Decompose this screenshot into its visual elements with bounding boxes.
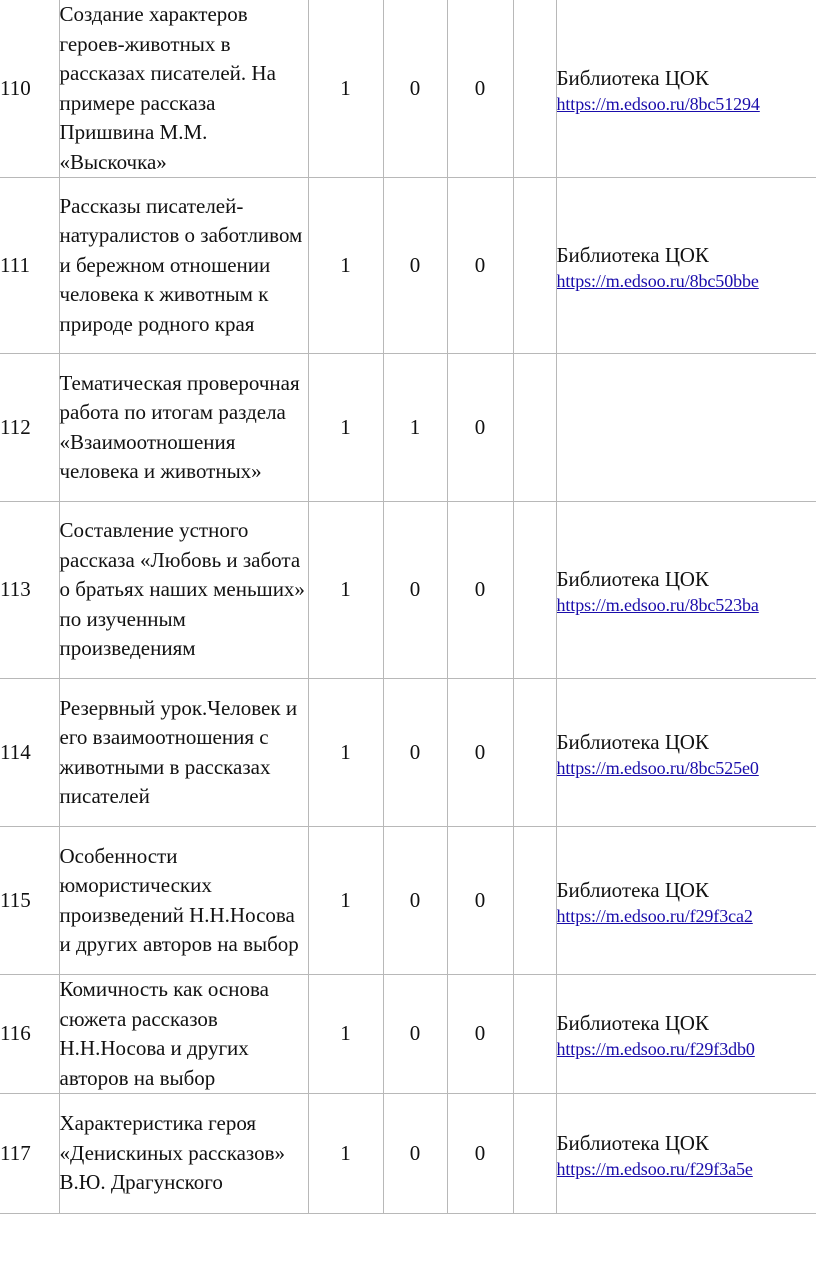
hours-control: 0: [383, 679, 447, 827]
hours-practice: 0: [447, 502, 513, 679]
resource-label: Библиотека ЦОК: [556, 877, 709, 902]
lesson-topic: Комичность как основа сюжета рассказов Н.Н.Носова и других авторов на выбор: [59, 975, 308, 1094]
table-row: [0, 354, 816, 502]
hours-control: 0: [383, 1094, 447, 1214]
lesson-number: 115: [0, 827, 59, 975]
table-row: [0, 502, 816, 679]
resource-link[interactable]: https://m.edsoo.ru/8bc51294: [556, 93, 760, 114]
resource-label: Библиотека ЦОК: [556, 1011, 709, 1035]
table-row: [0, 975, 816, 1094]
empty-cell: [513, 975, 556, 1094]
lesson-number: 116: [0, 975, 59, 1094]
empty-cell: [513, 502, 556, 679]
hours-total: 1: [308, 1094, 383, 1214]
hours-practice: 0: [447, 178, 513, 354]
lesson-topic: Рассказы писателей-натуралистов о заботливом и бережном отношении человека к животным к природе родного края: [59, 178, 308, 354]
resource-cell: [556, 178, 816, 354]
table-row: [0, 178, 816, 354]
resource-cell: [556, 679, 816, 827]
lesson-number: 114: [0, 679, 59, 827]
hours-total: 1: [308, 975, 383, 1094]
table-row: [0, 1094, 816, 1214]
empty-cell: [513, 178, 556, 354]
hours-total: 1: [308, 354, 383, 502]
lesson-number: 117: [0, 1094, 59, 1214]
resource-cell: [556, 354, 816, 502]
lesson-number: 112: [0, 354, 59, 502]
lesson-number: 110: [0, 0, 59, 178]
resource-link[interactable]: https://m.edsoo.ru/f29f3db0: [556, 1039, 755, 1059]
empty-cell: [513, 679, 556, 827]
hours-total: 1: [308, 827, 383, 975]
hours-total: 1: [308, 502, 383, 679]
resource-cell: [556, 827, 816, 975]
lesson-topic: Тематическая проверочная работа по итогам раздела «Взаимоотношения человека и животных»: [59, 354, 308, 502]
empty-cell: [513, 0, 556, 178]
hours-total: 1: [308, 178, 383, 354]
resource-link[interactable]: https://m.edsoo.ru/8bc523ba: [556, 595, 759, 615]
empty-cell: [513, 827, 556, 975]
hours-practice: 0: [447, 975, 513, 1094]
resource-cell: [556, 0, 816, 178]
resource-label: Библиотека ЦОК: [556, 1130, 709, 1155]
hours-practice: 0: [447, 0, 513, 178]
lesson-number: 113: [0, 502, 59, 679]
hours-control: 1: [383, 354, 447, 502]
lesson-topic: Особенности юмористических произведений Н.Н.Носова и других авторов на выбор: [59, 827, 308, 975]
hours-control: 0: [383, 178, 447, 354]
table-row: [0, 827, 816, 975]
hours-control: 0: [383, 0, 447, 178]
lesson-topic: Создание характеров героев-животных в рассказах писателей. На примере рассказа Пришвина М.М. «Выскочка»: [59, 0, 308, 178]
resource-link[interactable]: https://m.edsoo.ru/8bc50bbe: [556, 270, 759, 291]
lesson-number: 111: [0, 178, 59, 354]
resource-cell: [556, 502, 816, 679]
table-row: [0, 0, 816, 178]
lesson-topic: Составление устного рассказа «Любовь и забота о братьях наших меньших» по изученным произведениям: [59, 502, 308, 679]
hours-practice: 0: [447, 354, 513, 502]
hours-control: 0: [383, 502, 447, 679]
hours-total: 1: [308, 0, 383, 178]
hours-practice: 0: [447, 679, 513, 827]
empty-cell: [513, 354, 556, 502]
lesson-topic: Резервный урок.Человек и его взаимоотношения с животными в рассказах писателей: [59, 679, 308, 827]
hours-practice: 0: [447, 827, 513, 975]
hours-control: 0: [383, 827, 447, 975]
hours-practice: 0: [447, 1094, 513, 1214]
resource-label: Библиотека ЦОК: [556, 567, 709, 591]
lesson-topic: Характеристика героя «Денискиных рассказов» В.Ю. Драгунского: [59, 1094, 308, 1214]
empty-cell: [513, 1094, 556, 1214]
resource-label: Библиотека ЦОК: [556, 729, 709, 754]
hours-control: 0: [383, 975, 447, 1094]
resource-label: Библиотека ЦОК: [556, 65, 709, 90]
resource-cell: [556, 1094, 816, 1214]
resource-link[interactable]: https://m.edsoo.ru/8bc525e0: [556, 757, 759, 778]
resource-label: Библиотека ЦОК: [556, 242, 709, 267]
hours-total: 1: [308, 679, 383, 827]
resource-link[interactable]: https://m.edsoo.ru/f29f3a5e: [556, 1158, 753, 1179]
table-row: [0, 679, 816, 827]
resource-link[interactable]: https://m.edsoo.ru/f29f3ca2: [556, 905, 753, 926]
resource-cell: [556, 975, 816, 1094]
